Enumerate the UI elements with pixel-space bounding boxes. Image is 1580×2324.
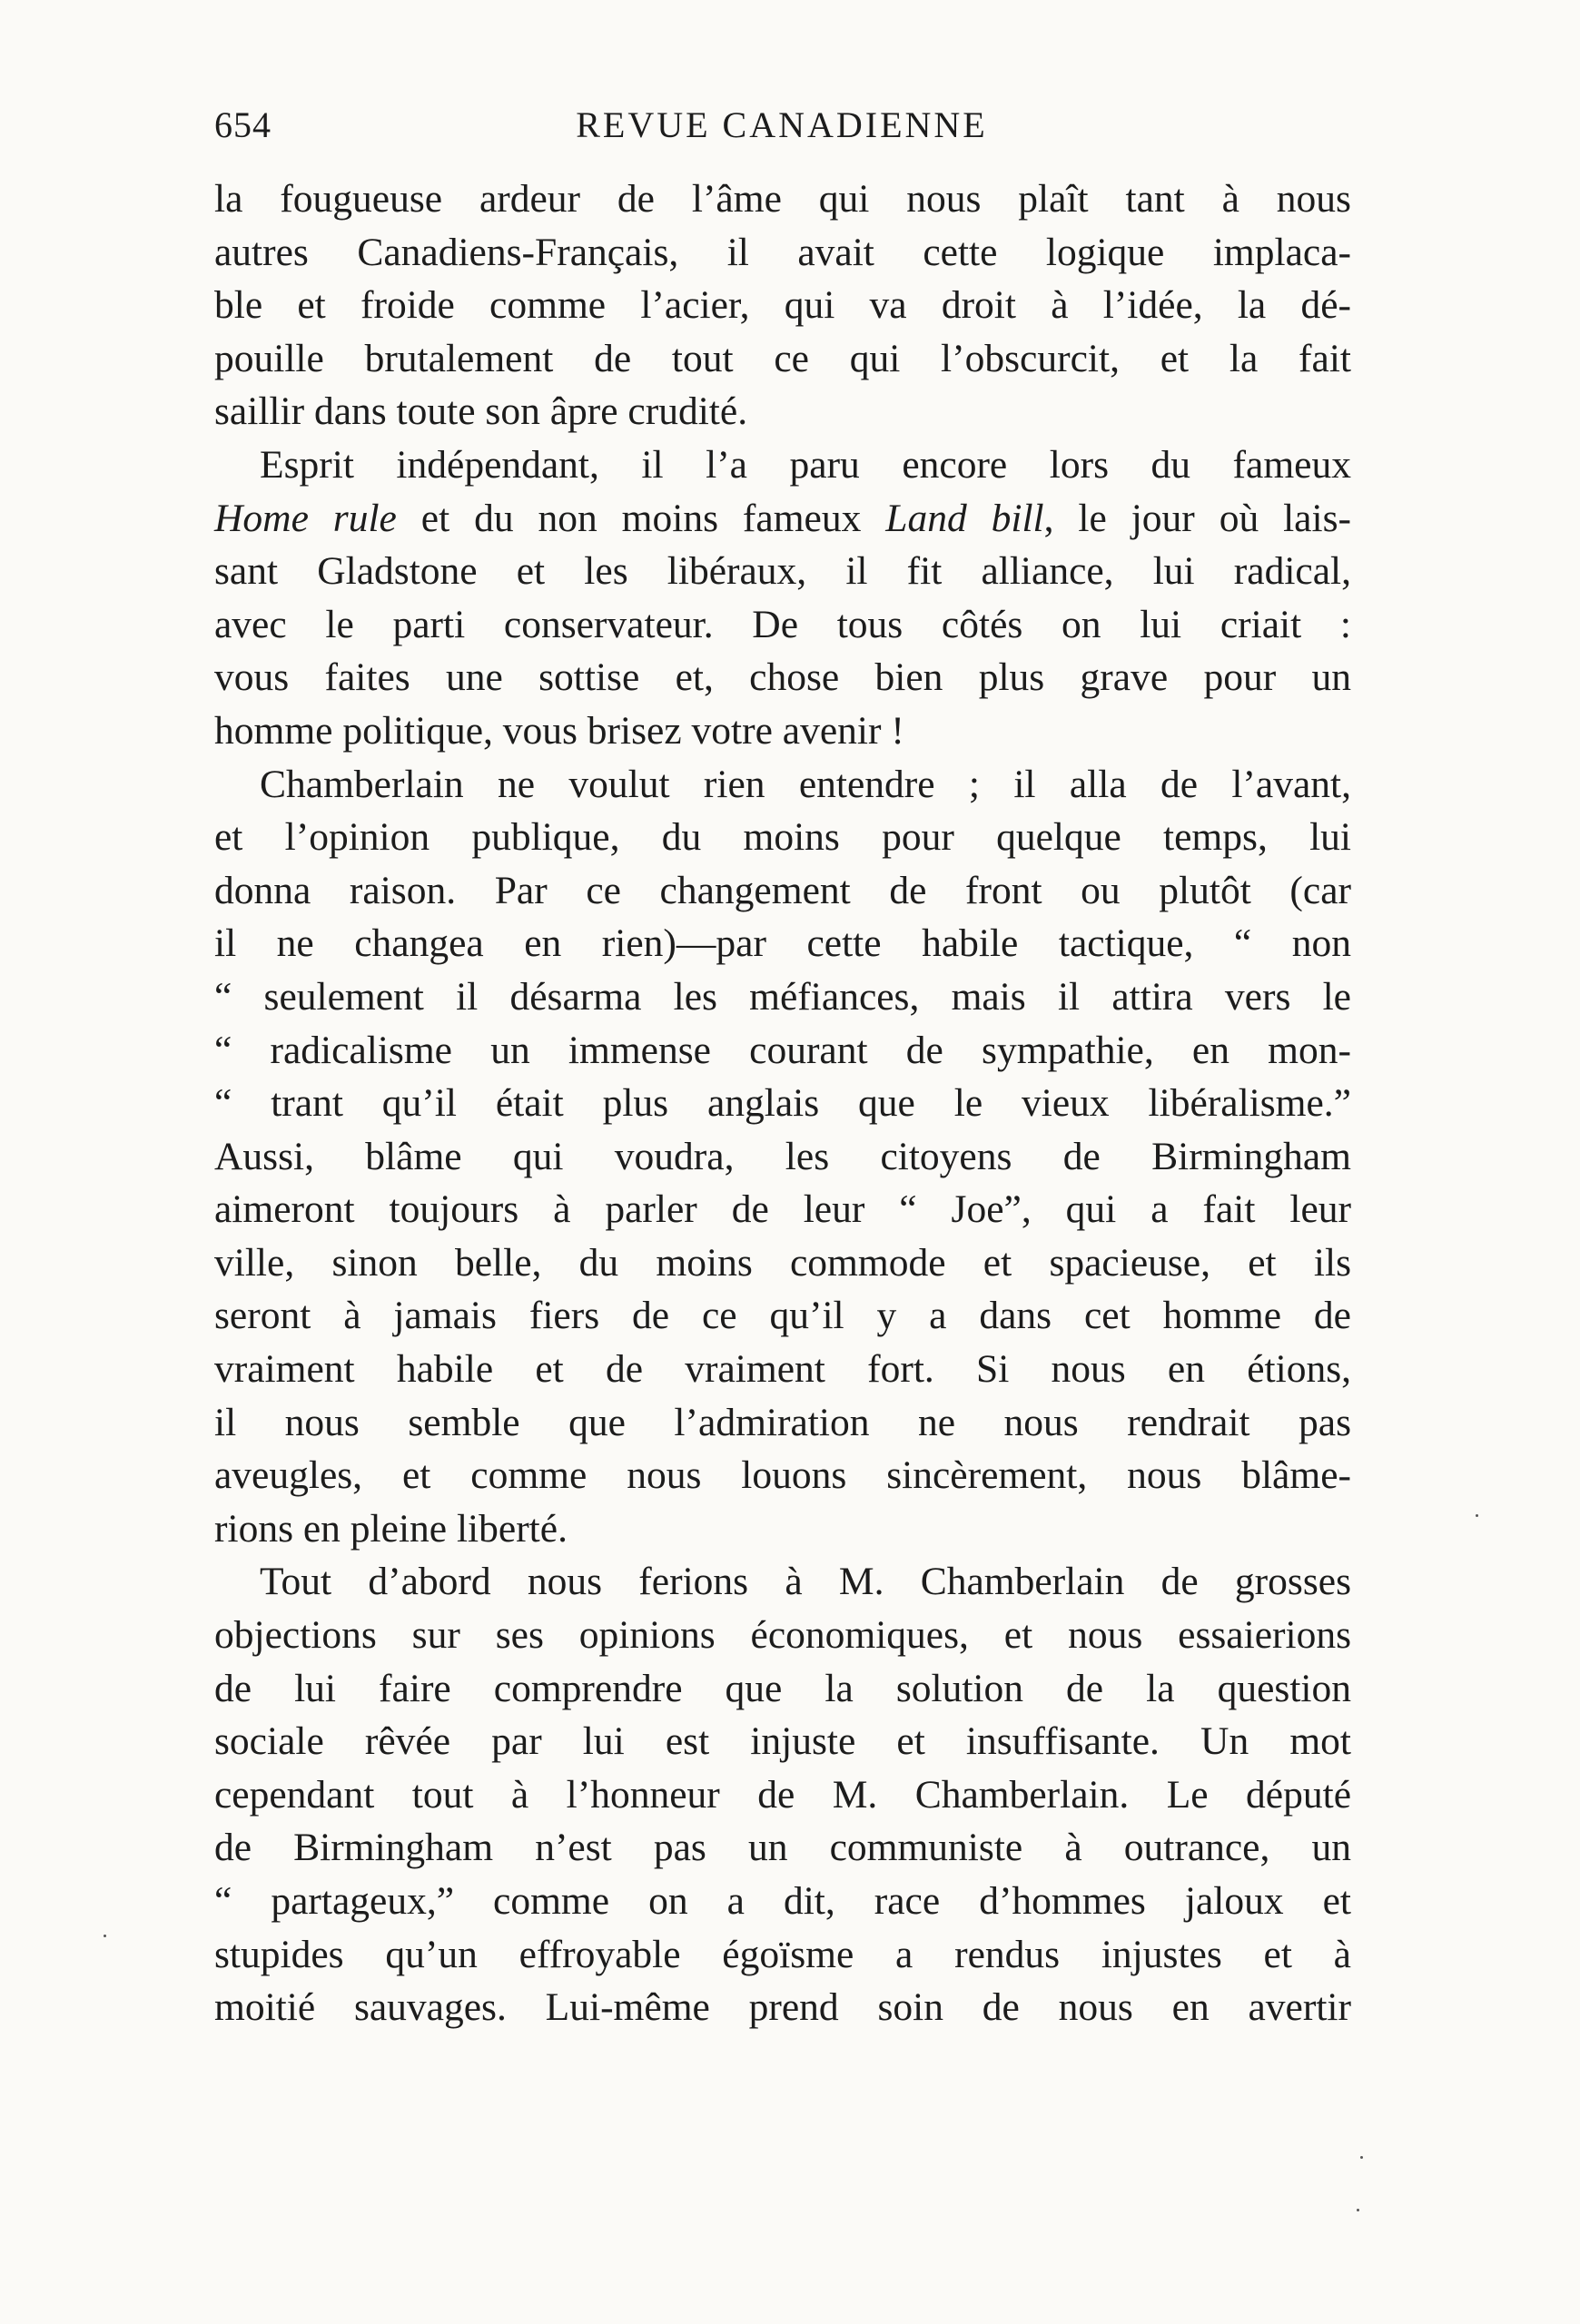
text-line: de lui faire comprendre que la solution de la question [214,1666,1351,1710]
page-header [214,98,1349,153]
text-line: “ radicalisme un immense courant de sympathie, en mon- [214,1028,1351,1072]
text-line: Chamberlain ne voulut rien entendre ; il alla de l’avant, [260,762,1351,806]
text-line: et l’opinion publique, du moins pour quelque temps, lui [214,815,1351,860]
text-line: ble et froide comme l’acier, qui va droit à l’idée, la dé- [214,283,1351,328]
text-line: avec le parti conservateur. De tous côtés on lui criait : [214,602,1351,646]
text-line: objections sur ses opinions économiques, et nous essaierions [214,1613,1351,1658]
text-line: cependant tout à l’honneur de M. Chamberlain. Le député [214,1772,1351,1817]
text-line: seront à jamais fiers de ce qu’il y a dans cet homme de [214,1294,1351,1338]
body-text [214,172,1351,2034]
text-line: autres Canadiens-Français, il avait cette logique implaca- [214,230,1351,274]
text-line: Tout d’abord nous ferions à M. Chamberlain de grosses [260,1560,1351,1604]
text-fragment: et du non moins fameux [396,496,886,540]
text-line: la fougueuse ardeur de l’âme qui nous plaît tant à nous [214,177,1351,221]
running-head: REVUE CANADIENNE [576,104,988,145]
text-line: stupides qu’un effroyable égoïsme a rendus injustes et à [214,1932,1351,1976]
print-speck [1360,2156,1363,2159]
text-line: aimeront toujours à parler de leur “ Joe”, qui a fait leur [214,1187,1351,1232]
text-line: Aussi, blâme qui voudra, les citoyens de Birmingham [214,1134,1351,1178]
italic-term: Land bill [885,496,1044,540]
text-line: vous faites une sottise et, chose bien plus grave pour un [214,655,1351,700]
text-line: sociale rêvée par lui est injuste et insuffisante. Un mot [214,1719,1351,1764]
text-line: “ seulement il désarma les méfiances, mais il attira vers le [214,974,1351,1019]
page-number: 654 [214,104,272,145]
text-line: “ trant qu’il était plus anglais que le vieux libéralisme.” [214,1081,1351,1126]
text-line: sant Gladstone et les libéraux, il fit alliance, lui radical, [214,549,1351,594]
text-line: “ partageux,” comme on a dit, race d’hommes jaloux et [214,1879,1351,1923]
print-speck [1357,2209,1359,2211]
text-line [214,492,1351,546]
text-line: saillir dans toute son âpre crudité. [214,389,748,434]
text-line: il ne changea en rien)—par cette habile tactique, “ non [214,921,1351,966]
text-line: Esprit indépendant, il l’a paru encore lors du fameux [260,442,1351,487]
print-speck [1476,1514,1478,1517]
text-line: aveugles, et comme nous louons sincèrement, nous blâme- [214,1453,1351,1498]
print-speck [104,1935,106,1937]
text-fragment: , le jour où lais- [1043,496,1351,540]
text-line: pouille brutalement de tout ce qui l’obscurcit, et la fait [214,336,1351,380]
text-line: il nous semble que l’admiration ne nous rendrait pas [214,1400,1351,1444]
text-line: homme politique, vous brisez votre avenir ! [214,708,904,753]
text-line: moitié sauvages. Lui-même prend soin de nous en avertir [214,1985,1351,2030]
text-line: donna raison. Par ce changement de front ou plutôt (car [214,868,1351,912]
text-line: de Birmingham n’est pas un communiste à outrance, un [214,1826,1351,1870]
text-line: vraiment habile et de vraiment fort. Si nous en étions, [214,1347,1351,1392]
text-line: ville, sinon belle, du moins commode et spacieuse, et ils [214,1240,1351,1285]
text-line: rions en pleine liberté. [214,1506,568,1551]
italic-term: Home rule [214,496,397,540]
